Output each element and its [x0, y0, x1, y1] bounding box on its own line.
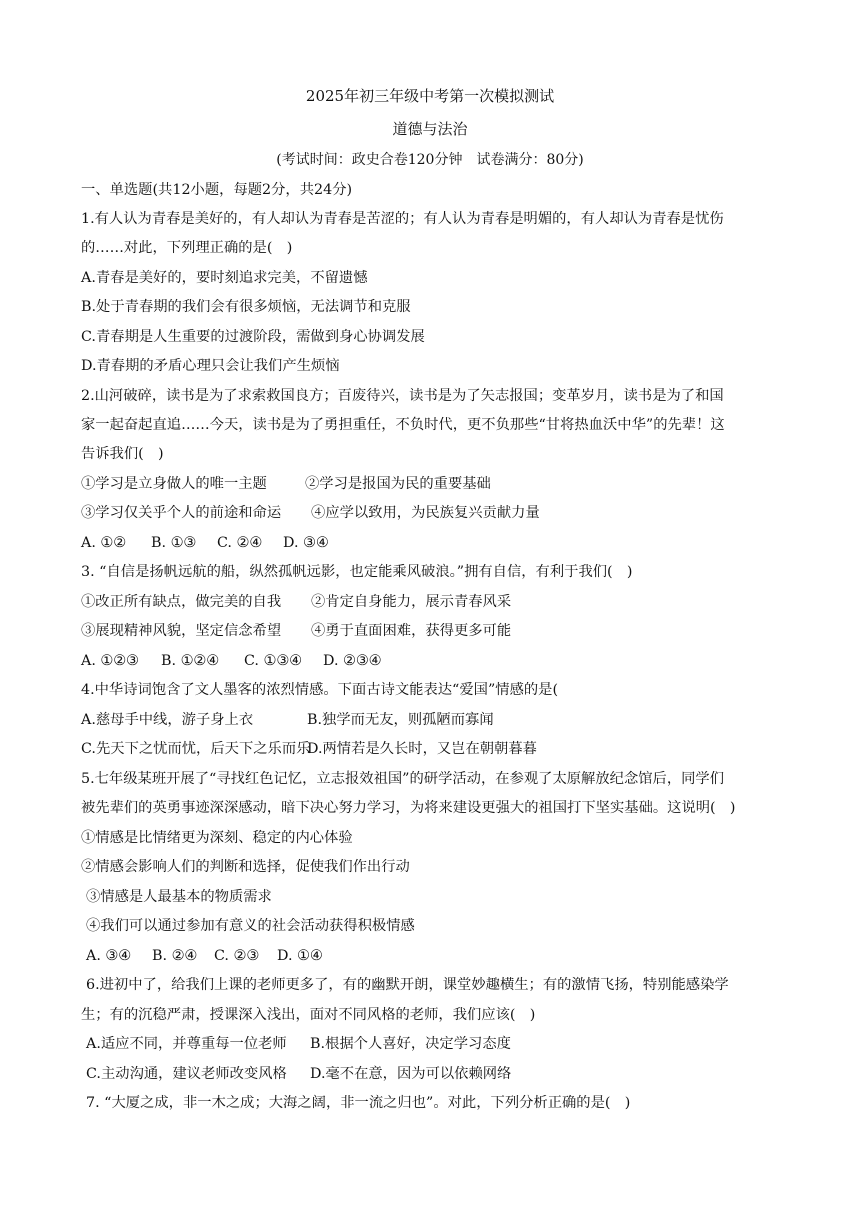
q2-option-a: A. ①②	[81, 535, 127, 551]
q2-statement-1: ①学习是立身做人的唯一主题	[81, 476, 267, 492]
q2-stem-line-1: 2.山河破碎，读书是为了求索救国良方；百废待兴，读书是为了矢志报国；变革岁月，读书是为了和国	[81, 388, 724, 404]
q3-options-row	[81, 651, 781, 671]
q5-statement-3: ③情感是人最基本的物质需求	[86, 889, 272, 905]
q6-stem-line-1: 6.进初中了，给我们上课的老师更多了，有的幽默开朗，课堂妙趣横生；有的激情飞扬，特别能感染学	[86, 977, 729, 993]
subject-title: 道德与法治	[392, 120, 468, 138]
q5-option-d: D. ①④	[277, 948, 323, 964]
q7-stem: 7. “大厦之成，非一木之成；大海之阔，非一流之归也”。对此，下列分析正确的是( )	[86, 1095, 631, 1111]
q1-stem-line-2: 的……对此，下列理正确的是( )	[81, 240, 293, 256]
q3-option-d: D. ②③④	[323, 653, 382, 669]
q5-statement-2: ②情感会影响人们的判断和选择，促使我们作出行动	[81, 859, 410, 875]
q4-option-c: C.先天下之忧而忧，后天下之乐而乐	[81, 741, 311, 757]
q4-options-row-1	[81, 710, 781, 730]
q2-statement-3: ③学习仅关乎个人的前途和命运	[81, 505, 282, 521]
q3-statement-1: ①改正所有缺点，做完美的自我	[81, 594, 282, 610]
q4-options-row-2	[81, 739, 781, 759]
q2-statement-4: ④应学以致用，为民族复兴贡献力量	[311, 505, 540, 521]
q1-stem-line-1: 1.有人认为青春是美好的，有人却认为青春是苦涩的；有人认为青春是明媚的，有人却认为青春是忧伤	[81, 211, 724, 227]
q6-option-c: C.主动沟通，建议老师改变风格	[86, 1066, 287, 1082]
q2-statements-row-1	[81, 474, 781, 494]
q1-option-b: B.处于青春期的我们会有很多烦恼，无法调节和克服	[81, 299, 411, 315]
q5-option-c: C. ②③	[214, 948, 260, 964]
q3-statement-4: ④勇于直面困难，获得更多可能	[311, 623, 512, 639]
q5-statement-1: ①情感是比情绪更为深刻、稳定的内心体验	[81, 830, 353, 846]
q6-options-row-2	[86, 1064, 786, 1084]
q5-option-b: B. ②④	[152, 948, 198, 964]
q2-option-d: D. ③④	[283, 535, 329, 551]
q5-statement-4: ④我们可以通过参加有意义的社会活动获得积极情感	[86, 918, 415, 934]
q1-option-a: A.青春是美好的，要时刻追求完美，不留遗憾	[81, 270, 368, 286]
q5-option-a: A. ③④	[86, 948, 132, 964]
q6-option-b: B.根据个人喜好，决定学习态度	[310, 1036, 511, 1052]
q3-statements-row-2	[81, 621, 781, 641]
q1-option-d: D.青春期的矛盾心理只会让我们产生烦恼	[81, 358, 340, 374]
q3-option-c: C. ①③④	[244, 653, 302, 669]
q6-options-row-1	[86, 1034, 786, 1054]
q2-option-c: C. ②④	[217, 535, 263, 551]
q5-options-row	[86, 946, 786, 966]
q1-option-c: C.青春期是人生重要的过渡阶段，需做到身心协调发展	[81, 329, 425, 345]
q4-stem: 4.中华诗词饱含了文人墨客的浓烈情感。下面古诗文能表达“爱国”情感的是(	[81, 682, 559, 698]
q3-option-a: A. ①②③	[81, 653, 139, 669]
q4-option-d: D.两情若是久长时，又岂在朝朝暮暮	[307, 741, 537, 757]
q2-stem-line-3: 告诉我们( )	[81, 446, 164, 462]
exam-title: 2025年初三年级中考第一次模拟测试	[305, 87, 555, 105]
q3-statement-2: ②肯定自身能力，展示青春风采	[311, 594, 512, 610]
q4-option-a: A.慈母手中线，游子身上衣	[81, 712, 254, 728]
section-heading: 一、单选题(共12小题，每题2分，共24分)	[81, 182, 353, 198]
q6-option-d: D.毫不在意，因为可以依赖网络	[310, 1066, 512, 1082]
q2-statement-2: ②学习是报国为民的重要基础	[305, 476, 491, 492]
q2-stem-line-2: 家一起奋起直追……今天，读书是为了勇担重任，不负时代，更不负那些“甘将热血沃中华”的先辈！这	[81, 417, 725, 433]
q3-stem: 3. “自信是扬帆远航的船，纵然孤帆远影，也定能乘风破浪。”拥有自信，有利于我们( )	[81, 564, 633, 580]
q3-option-b: B. ①②④	[161, 653, 220, 669]
q2-option-b: B. ①③	[151, 535, 197, 551]
q3-statement-3: ③展现精神风貌，坚定信念希望	[81, 623, 282, 639]
q4-option-b: B.独学而无友，则孤陋而寡闻	[307, 712, 494, 728]
q5-stem-line-1: 5.七年级某班开展了“寻找红色记忆，立志报效祖国”的研学活动，在参观了太原解放纪念馆后，同学们	[81, 771, 725, 787]
q2-statements-row-2	[81, 503, 781, 523]
q3-statements-row-1	[81, 592, 781, 612]
q5-stem-line-2: 被先辈们的英勇事迹深深感动，暗下决心努力学习，为将来建设更强大的祖国打下坚实基础。这说明( )	[81, 800, 736, 816]
q6-stem-line-2: 生；有的沉稳严肃，授课深入浅出，面对不同风格的老师，我们应该( )	[81, 1007, 536, 1023]
exam-info: (考试时间：政史合卷120分钟 试卷满分：80分)	[276, 152, 584, 168]
q6-option-a: A.适应不同，并尊重每一位老师	[86, 1036, 287, 1052]
q2-options-row	[81, 533, 781, 553]
